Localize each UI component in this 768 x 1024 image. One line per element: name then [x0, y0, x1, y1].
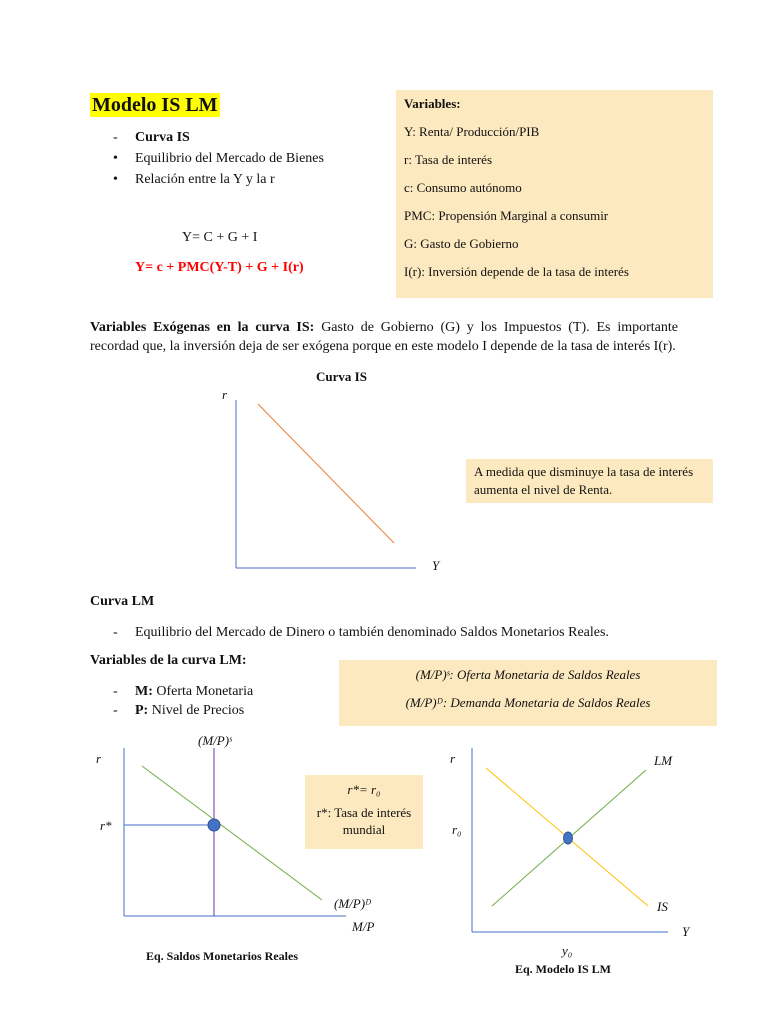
- r-star-box: [305, 775, 423, 849]
- list-marker: •: [113, 172, 118, 187]
- variable-line: r: Tasa de interés: [404, 152, 493, 167]
- r-star-equation: r*= r₀: [347, 782, 381, 797]
- variables-heading: Variables:: [404, 96, 461, 111]
- variable-line: c: Consumo autónomo: [404, 180, 522, 195]
- islm-chart-y-label: r: [450, 751, 456, 766]
- islm-equilibrium-point: [564, 832, 573, 844]
- var-text: Nivel de Precios: [148, 703, 245, 718]
- page-title: Modelo IS LM: [92, 94, 218, 116]
- money-demand-label: (M/P)ᴰ: [334, 896, 372, 911]
- list-text: Relación entre la Y y la r: [135, 172, 275, 187]
- variable-line: PMC: Propensión Marginal a consumir: [404, 208, 609, 223]
- is-chart-title: Curva IS: [316, 369, 367, 384]
- list-text: Equilibrio del Mercado de Dinero o también denominado Saldos Monetarios Reales.: [135, 625, 609, 640]
- r-star-definition: r*: Tasa de interés mundial: [316, 805, 412, 837]
- is-chart-x-label: Y: [432, 558, 440, 573]
- lm-label: LM: [654, 753, 673, 768]
- var-key: P:: [135, 703, 149, 718]
- islm-chart-caption: Eq. Modelo IS LM: [515, 962, 612, 976]
- money-supply-definition: (M/P)ˢ: Oferta Monetaria de Saldos Reales: [415, 667, 641, 682]
- list-marker: -: [113, 625, 118, 640]
- is-chart-note: A medida que disminuye la tasa de interés aumenta el nivel de Renta.: [466, 459, 713, 503]
- money-demand-line: [142, 766, 322, 900]
- var-text: Oferta Monetaria: [152, 684, 254, 699]
- money-chart-caption: Eq. Saldos Monetarios Reales: [146, 949, 299, 963]
- islm-chart-x-label: Y: [682, 924, 690, 939]
- money-equilibrium-point: [208, 819, 220, 831]
- is-label: IS: [657, 899, 668, 914]
- equation-basic: Y= C + G + I: [182, 230, 258, 245]
- list-text: Curva IS: [135, 130, 190, 145]
- variable-line: I(r): Inversión depende de la tasa de interés: [404, 264, 629, 279]
- is-chart-y-label: r: [222, 387, 228, 402]
- lm-vars-heading: Variables de la curva LM:: [90, 653, 247, 668]
- exogenous-label: Variables Exógenas en la curva IS:: [90, 320, 315, 335]
- variable-line: G: Gasto de Gobierno: [404, 236, 519, 251]
- money-chart-x-label: M/P: [352, 919, 375, 934]
- list-marker: -: [113, 703, 118, 718]
- lm-heading: Curva LM: [90, 594, 155, 609]
- money-supply-label: (M/P)ˢ: [198, 733, 232, 748]
- variable-line: Y: Renta/ Producción/PIB: [404, 124, 540, 139]
- is-curve: [258, 404, 394, 543]
- y0-label: y₀: [562, 943, 573, 958]
- list-text: Equilibrio del Mercado de Bienes: [135, 151, 324, 166]
- r0-label: r₀: [452, 822, 462, 837]
- var-key: M:: [135, 684, 153, 699]
- money-chart-y-label: r: [96, 751, 102, 766]
- r-star-label: r*: [100, 818, 112, 833]
- equation-is: Y= c + PMC(Y-T) + G + I(r): [135, 260, 304, 275]
- exogenous-text: Gasto de Gobierno (G) y los Impuestos (T). Es importante recordad que, la inversión deja de ser exógena porque en este modelo I depende de la tasa de interés I(r).: [90, 320, 678, 354]
- money-demand-definition: (M/P)ᴰ: Demanda Monetaria de Saldos Reales: [405, 695, 651, 710]
- list-marker: -: [113, 130, 118, 145]
- list-marker: -: [113, 684, 118, 699]
- list-marker: •: [113, 151, 118, 166]
